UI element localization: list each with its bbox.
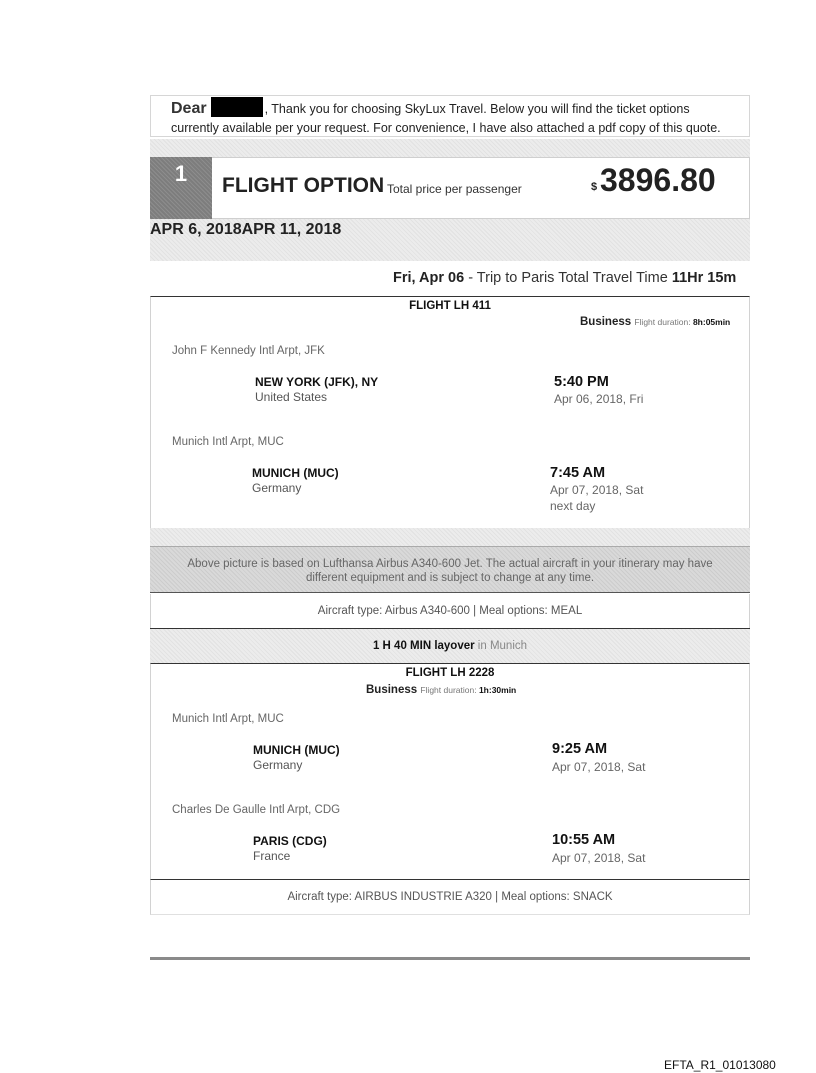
picture-note-line-2: different equipment and is subject to change at any time. [305, 572, 595, 584]
trip-summary [393, 270, 736, 286]
flight-2-title: FLIGHT LH 2228 [405, 667, 495, 679]
header-band [150, 139, 750, 157]
picture-note-line-1: Above picture is based on Lufthansa Airbus A340-600 Jet. The actual aircraft in your itinerary may have [187, 558, 713, 570]
flight-1-depart-city: NEW YORK (JFK), NY [255, 375, 379, 389]
flight-segment-1 [150, 296, 750, 528]
trip-text: - Trip to Paris Total Travel Time [464, 270, 672, 286]
option-number-box [150, 157, 212, 219]
flight-2-arrive-time: 10:55 AM [552, 832, 616, 848]
flight-1-depart-country: United States [255, 390, 328, 404]
flight-1-arrive-time: 7:45 AM [550, 465, 606, 481]
flight-1-arrive-country: Germany [252, 481, 302, 495]
travel-dates: APR 6, 2018APR 11, 2018 [150, 221, 342, 238]
flight-2-arrive-city: PARIS (CDG) [253, 834, 327, 848]
trip-day: Fri, Apr 06 [393, 270, 465, 286]
flight-1-depart-time: 5:40 PM [554, 374, 609, 390]
flight-1-arrive-airport: Munich Intl Arpt, MUC [172, 436, 284, 448]
bottom-divider [150, 957, 750, 960]
flight-1-cabin: Business [580, 316, 632, 328]
flight-1-depart-date: Apr 06, 2018, Fri [554, 392, 644, 406]
flight-2-aircraft-info: Aircraft type: AIRBUS INDUSTRIE A320 | Meal options: SNACK [150, 879, 750, 915]
flight-2-depart-date: Apr 07, 2018, Sat [552, 760, 646, 774]
option-subtitle: Total price per passenger [387, 182, 522, 196]
document-id: EFTA_R1_01013080 [664, 1058, 776, 1072]
flight-2-arrive-country: France [253, 849, 291, 863]
greeting-line-1: , Thank you for choosing SkyLux Travel. Below you will find the ticket options [264, 102, 690, 116]
layover-bar [150, 628, 750, 663]
greeting-line-2: currently available per your request. For convenience, I have also attached a pdf copy of this quote. [171, 121, 721, 135]
aircraft-picture-band [150, 528, 750, 546]
flight-2-depart-country: Germany [253, 758, 303, 772]
flight-1-duration-label: Flight duration: [634, 317, 693, 327]
flight-1-aircraft-info: Aircraft type: Airbus A340-600 | Meal options: MEAL [150, 594, 750, 628]
flight-1-duration: 8h:05min [692, 317, 731, 327]
redaction-block [211, 97, 263, 117]
flight-2-arrive-airport: Charles De Gaulle Intl Arpt, CDG [172, 804, 341, 816]
flight-1-arrive-date: Apr 07, 2018, Sat [550, 483, 644, 497]
price-currency: $ [591, 181, 598, 193]
flight-2-depart-airport: Munich Intl Arpt, MUC [172, 713, 284, 725]
option-title: FLIGHT OPTION [222, 174, 385, 197]
flight-2-duration: 1h:30min [478, 685, 517, 695]
flight-2-cabin: Business [366, 684, 418, 696]
flight-2-depart-time: 9:25 AM [552, 741, 608, 757]
flight-1-class [580, 316, 730, 328]
flight-2-depart-city: MUNICH (MUC) [253, 743, 340, 757]
layover-place: in Munich [474, 640, 528, 652]
layover-duration: 1 H 40 MIN layover [372, 640, 475, 652]
flight-2-duration-label: Flight duration: [420, 685, 479, 695]
greeting-message [150, 95, 750, 137]
aircraft-picture-note [150, 546, 750, 593]
flight-2-class [366, 684, 516, 696]
flight-1-arrive-city: MUNICH (MUC) [252, 466, 339, 480]
option-price: 3896.80 [600, 162, 716, 198]
option-number: 1 [174, 161, 188, 186]
flight-1-depart-airport: John F Kennedy Intl Arpt, JFK [172, 345, 325, 357]
flight-1-arrive-note: next day [550, 499, 596, 513]
flight-1-title: FLIGHT LH 411 [409, 300, 491, 312]
flight-2-arrive-date: Apr 07, 2018, Sat [552, 851, 646, 865]
greeting-dear: Dear [171, 100, 207, 117]
trip-total-time: 11Hr 15m [671, 270, 737, 286]
